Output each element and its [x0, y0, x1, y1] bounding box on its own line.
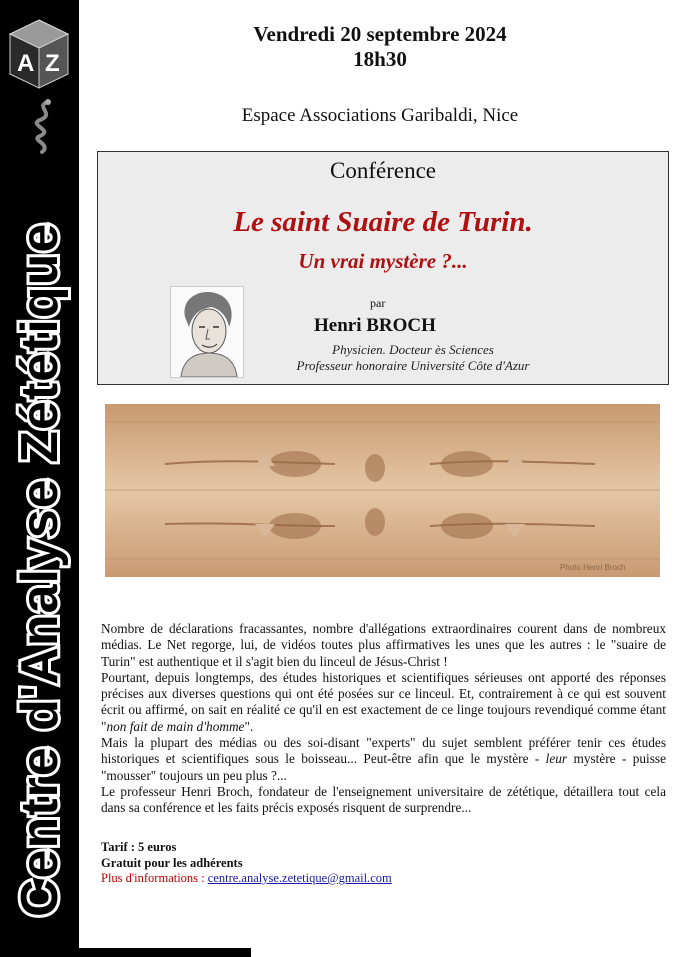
by-label: par	[370, 296, 386, 310]
tarif-line: Tarif : 5 euros	[101, 840, 177, 854]
snake-icon	[28, 98, 62, 158]
logo-letter-z: Z	[45, 50, 60, 77]
conference-subtitle: Un vrai mystère ?...	[298, 249, 468, 273]
az-cube-logo	[6, 16, 72, 96]
conference-label: Conférence	[330, 158, 436, 183]
sidebar	[0, 0, 79, 957]
info-label: Plus d'informations :	[101, 871, 208, 885]
pricing	[101, 839, 243, 871]
event-datetime	[200, 22, 560, 72]
more-info	[101, 871, 392, 886]
conference-title: Le saint Suaire de Turin.	[233, 206, 533, 238]
leur-emphasis: leur	[545, 751, 568, 767]
paragraph-3: Mais la plupart des médias ou des soi-disant "experts" du sujet semblent préférer tenir ces études historiques et scientifiques sous le boisseau... Peut-être afin que le mystère - leur mystère - puisse "mousser" toujours un peu plus ?...	[101, 735, 666, 783]
credential-2: Professeur honoraire Université Côte d'Azur	[296, 358, 530, 373]
speaker-portrait	[170, 286, 244, 378]
logo-letter-a: A	[17, 50, 35, 77]
email-link[interactable]: centre.analyse.zetetique@gmail.com	[207, 871, 392, 885]
quote-emphasis: non fait de main d'homme	[106, 718, 245, 734]
speaker-name: Henri BROCH	[314, 315, 436, 336]
bottom-bar	[79, 948, 251, 957]
event-date: Vendredi 20 septembre 2024	[253, 22, 507, 46]
paragraph-1: Nombre de déclarations fracassantes, nombre d'allégations extraordinaires courent dans de nombreux médias. Le Net regorge, lui, de vidéos toutes plus affirmatives les unes que les autres : le "suaire de Turin" est authentique et il s'agit bien du linceul de Jésus-Christ !	[101, 621, 666, 669]
vertical-title-text: Centre d'Analyse Zététique	[10, 222, 69, 917]
paragraph-2: Pourtant, depuis longtemps, des études historiques et scientifiques sérieuses ont apporté des réponses précises aux diverses questions qui ont été posées sur ce linceul. Et, contrairement à ce qui est souvent écrit ou affirmé, on sait en réalité ce qu'il en est exactement de ce linge toujours revendiqué comme étant "non fait de main d'homme".	[101, 669, 666, 734]
event-place: Espace Associations Garibaldi, Nice	[241, 105, 519, 126]
vertical-title	[0, 165, 79, 925]
photo-credit: Photo Henri Broch	[560, 563, 626, 572]
event-time: 18h30	[353, 47, 407, 71]
shroud-photo	[105, 404, 660, 577]
paragraph-4: Le professeur Henri Broch, fondateur de l'enseignement universitaire de zététique, détaillera tout cela dans sa conférence et les faits précis exposés risquent de surprendre...	[101, 783, 666, 816]
free-members-line: Gratuit pour les adhérents	[101, 856, 243, 870]
body-text	[101, 621, 666, 817]
credential-1: Physicien. Docteur ès Sciences	[332, 342, 494, 357]
conference-box	[97, 151, 669, 385]
speaker-credentials	[248, 342, 578, 374]
